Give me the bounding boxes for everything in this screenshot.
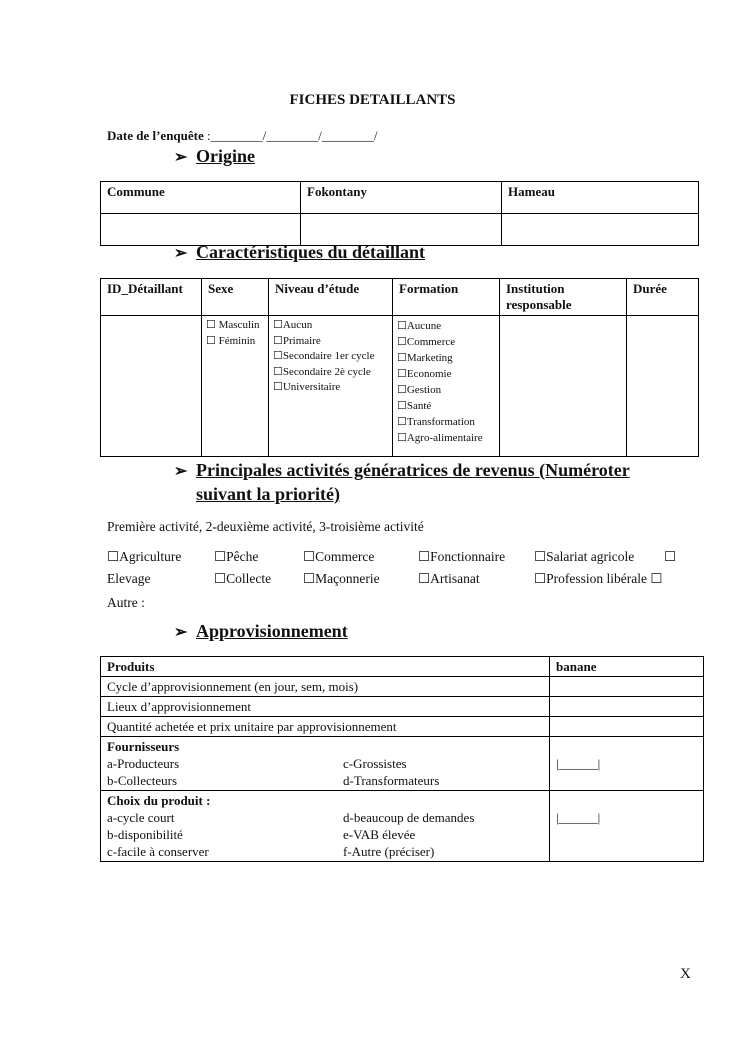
choix-option: f-Autre (préciser)	[343, 844, 435, 859]
choix-option: b-disponibilité	[107, 827, 183, 842]
checkbox-fonctionnaire[interactable]: ☐Fonctionnaire	[418, 549, 506, 564]
choix-answer[interactable]: |______|	[550, 791, 704, 862]
checkbox-formation-agro[interactable]: ☐Agro-alimentaire	[397, 432, 483, 444]
col-hameau: Hameau	[502, 182, 699, 214]
choix-option: e-VAB élevée	[343, 827, 416, 842]
arrow-bullet-icon: ➢	[174, 463, 188, 480]
checkbox-collecte[interactable]: ☐Collecte	[214, 571, 272, 586]
section-heading-caracteristiques: ➢ Caractéristiques du détaillant	[174, 242, 425, 262]
appro-table	[100, 656, 704, 862]
checkbox-niveau-aucun[interactable]: ☐Aucun	[273, 319, 313, 331]
caracteristiques-table	[100, 278, 699, 457]
appro-row-lieux: Lieux d’approvisionnement	[101, 697, 550, 717]
checkbox-formation-marketing[interactable]: ☐Marketing	[397, 352, 453, 364]
appro-field-quantite[interactable]	[550, 717, 704, 737]
col-institution: Institution responsable	[500, 279, 627, 316]
arrow-bullet-icon: ➢	[174, 245, 188, 262]
checkbox-formation-aucune[interactable]: ☐Aucune	[397, 320, 442, 332]
fournisseur-option: c-Grossistes	[343, 756, 407, 771]
col-formation: Formation	[393, 279, 500, 316]
col-niveau: Niveau d’étude	[269, 279, 393, 316]
section-heading-appro: ➢ Approvisionnement	[174, 621, 348, 641]
fournisseur-option: d-Transformateurs	[343, 773, 440, 788]
label-autre: Autre :	[107, 595, 145, 610]
appro-header-banane: banane	[550, 657, 704, 677]
label-elevage: Elevage	[107, 571, 151, 586]
section-heading-activites: ➢ Principales activités génératrices de revenus (Numéroter suivant la priorité)	[174, 460, 630, 504]
appro-row-quantite: Quantité achetée et prix unitaire par approvisionnement	[101, 717, 550, 737]
checkbox-agriculture[interactable]: ☐Agriculture	[107, 549, 182, 564]
checkbox-formation-economie[interactable]: ☐Economie	[397, 368, 452, 380]
choix-title: Choix du produit :	[107, 793, 211, 808]
appro-field-lieux[interactable]	[550, 697, 704, 717]
col-id: ID_Détaillant	[101, 279, 202, 316]
checkbox-formation-transformation[interactable]: ☐Transformation	[397, 416, 475, 428]
arrow-bullet-icon: ➢	[174, 149, 188, 166]
col-commune: Commune	[101, 182, 301, 214]
checkbox-peche[interactable]: ☐Pêche	[214, 549, 259, 564]
checkbox-commerce[interactable]: ☐Commerce	[303, 549, 375, 564]
page-title: FICHES DETAILLANTS	[289, 92, 456, 108]
commune-field[interactable]	[101, 214, 301, 246]
row2-empty	[664, 571, 678, 587]
checkbox-salariat-agricole[interactable]: ☐Salariat agricole	[534, 549, 635, 564]
appro-choix	[101, 791, 550, 862]
choix-option: d-beaucoup de demandes	[343, 810, 475, 825]
survey-date	[107, 128, 377, 144]
appro-field-cycle[interactable]	[550, 677, 704, 697]
choix-option: c-facile à conserver	[107, 844, 209, 859]
date-label: Date de l’enquête	[107, 128, 204, 143]
appro-fournisseurs	[101, 737, 550, 791]
niveau-options	[269, 316, 393, 457]
hameau-field[interactable]	[502, 214, 699, 246]
sexe-options	[202, 316, 269, 457]
institution-field[interactable]	[500, 316, 627, 457]
activites-row-1	[107, 549, 678, 565]
date-blank[interactable]: :________/________/________/	[203, 128, 378, 143]
col-fokontany: Fokontany	[301, 182, 502, 214]
checkbox-niveau-primaire[interactable]: ☐Primaire	[273, 334, 321, 347]
checkbox-artisanat[interactable]: ☐Artisanat	[418, 571, 480, 586]
checkbox-formation-gestion[interactable]: ☐Gestion	[397, 384, 442, 396]
arrow-bullet-icon: ➢	[174, 624, 188, 641]
fournisseur-option: a-Producteurs	[107, 756, 180, 771]
choix-option: a-cycle court	[107, 810, 175, 825]
checkbox-formation-commerce[interactable]: ☐Commerce	[397, 336, 456, 348]
section-heading-origine: ➢ Origine	[174, 146, 255, 166]
checkbox-formation-sante[interactable]: ☐Santé	[397, 400, 432, 412]
col-duree: Durée	[627, 279, 699, 316]
fournisseur-option: b-Collecteurs	[107, 773, 178, 788]
page-footer-mark: X	[680, 966, 691, 982]
checkbox-niveau-secondaire-2[interactable]: ☐Secondaire 2è cycle	[273, 365, 371, 378]
checkbox-elevage[interactable]: ☐	[664, 549, 677, 564]
origine-table	[100, 181, 699, 246]
checkbox-niveau-universitaire[interactable]: ☐Universitaire	[273, 381, 341, 393]
col-sexe: Sexe	[202, 279, 269, 316]
duree-field[interactable]	[627, 316, 699, 457]
activites-row-2	[107, 571, 678, 587]
id-field[interactable]	[101, 316, 202, 457]
fokontany-field[interactable]	[301, 214, 502, 246]
checkbox-feminin[interactable]: ☐ Féminin	[206, 334, 256, 347]
formation-options	[393, 316, 500, 457]
appro-header-produits: Produits	[101, 657, 550, 677]
fournisseurs-answer[interactable]: |______|	[550, 737, 704, 791]
appro-row-cycle: Cycle d’approvisionnement (en jour, sem, mois)	[101, 677, 550, 697]
fournisseurs-title: Fournisseurs	[107, 739, 180, 754]
checkbox-niveau-secondaire-1[interactable]: ☐Secondaire 1er cycle	[273, 350, 375, 362]
checkbox-maconnerie[interactable]: ☐Maçonnerie	[303, 571, 380, 586]
activites-intro: Première activité, 2-deuxième activité, 3-troisième activité	[107, 519, 424, 534]
checkbox-masculin[interactable]: ☐ Masculin	[206, 319, 260, 331]
checkbox-profession-liberale[interactable]: ☐Profession libérale ☐	[534, 571, 663, 586]
